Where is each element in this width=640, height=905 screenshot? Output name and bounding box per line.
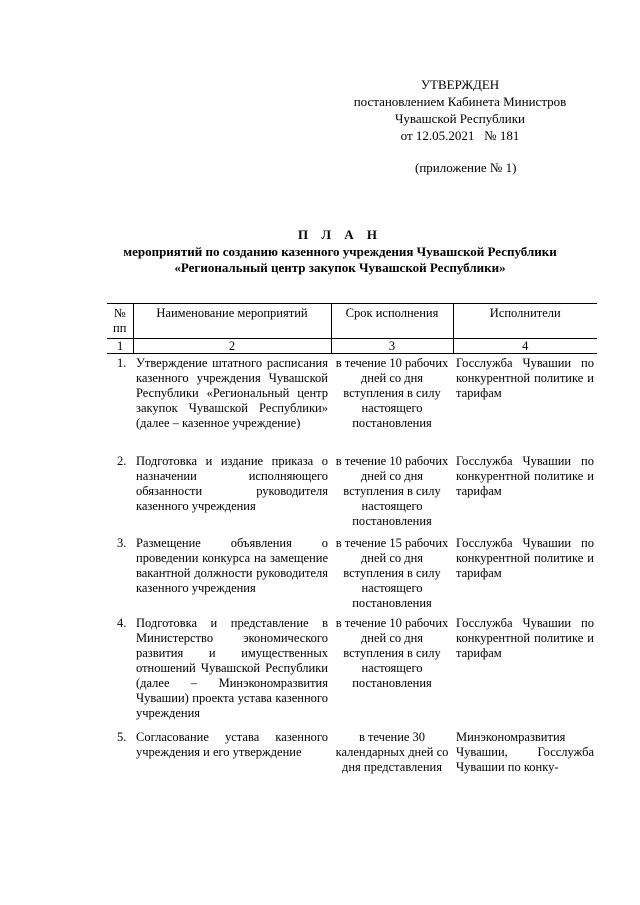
document-title	[90, 227, 590, 276]
plan-subtitle-line2: «Региональный центр закупок Чувашской Республики»	[174, 260, 506, 275]
appendix-label: (приложение № 1)	[415, 160, 517, 175]
header-action: Наименование мероприятий	[133, 304, 331, 339]
row-executor: Минэкономразвития Чувашии, Госслужба Чувашии по конку-	[456, 730, 594, 774]
header-num: № пп	[107, 304, 133, 339]
column-number: 2	[133, 339, 331, 354]
row-number: 2.	[117, 454, 127, 468]
table-row	[107, 614, 597, 728]
row-term: в течение 10 рабочих дней со дня вступления в силу настоящего постановления	[335, 454, 449, 528]
row-executor: Госслужба Чувашии по конкурентной политике и тарифам	[456, 616, 594, 660]
approval-republic: Чувашской Республики	[394, 111, 526, 126]
table-header-row	[107, 304, 597, 339]
header-term: Срок исполнения	[331, 304, 453, 339]
row-executor: Госслужба Чувашии по конкурентной политике и тарифам	[456, 454, 594, 498]
table-row	[107, 534, 597, 614]
approval-issuer: постановлением Кабинета Министров	[353, 94, 567, 109]
row-number: 5.	[117, 730, 127, 744]
row-number: 4.	[117, 616, 127, 630]
row-number: 1.	[117, 356, 127, 370]
plan-subtitle-line1: мероприятий по созданию казенного учреждения Чувашской Республики	[123, 244, 557, 259]
row-number: 3.	[117, 536, 127, 550]
header-executor: Исполнители	[453, 304, 597, 339]
column-number-row	[107, 339, 597, 354]
table-row	[107, 452, 597, 534]
row-executor: Госслужба Чувашии по конкурентной политике и тарифам	[456, 356, 594, 400]
row-action: Подготовка и представление в Министерство экономического развития и имущественных отношений Чувашской Республики (далее – Минэкономразвития Чувашии) проекта устава казенного учреждения	[136, 616, 328, 720]
column-number: 4	[453, 339, 597, 354]
row-action: Подготовка и издание приказа о назначении исполняющего обязанности руководителя казенного учреждения	[136, 454, 328, 513]
row-term: в течение 30 календарных дней со дня представления	[335, 730, 449, 774]
approval-date-number: от 12.05.2021 № 181	[400, 128, 520, 143]
row-action: Утверждение штатного расписания казенного учреждения Чувашской Республики «Региональный центр закупок Чувашской Республики» (далее – казенное учреждение)	[136, 356, 328, 430]
table-row	[107, 728, 597, 800]
plan-heading: П Л А Н	[297, 227, 383, 242]
column-number: 3	[331, 339, 453, 354]
table-row	[107, 354, 597, 453]
plan-table	[107, 303, 597, 800]
row-executor: Госслужба Чувашии по конкурентной политике и тарифам	[456, 536, 594, 580]
row-term: в течение 10 рабочих дней со дня вступления в силу настоящего постановления	[335, 616, 449, 690]
approval-title: УТВЕРЖДЕН	[420, 77, 500, 92]
row-term: в течение 10 рабочих дней со дня вступления в силу настоящего постановления	[335, 356, 449, 430]
approval-stamp	[330, 76, 590, 144]
row-action: Размещение объявления о проведении конкурса на замещение вакантной должности руководителя казенного учреждения	[136, 536, 328, 595]
column-number: 1	[107, 339, 133, 354]
row-term: в течение 15 рабочих дней со дня вступления в силу настоящего постановления	[335, 536, 449, 610]
row-action: Согласование устава казенного учреждения и его утверждение	[136, 730, 328, 759]
